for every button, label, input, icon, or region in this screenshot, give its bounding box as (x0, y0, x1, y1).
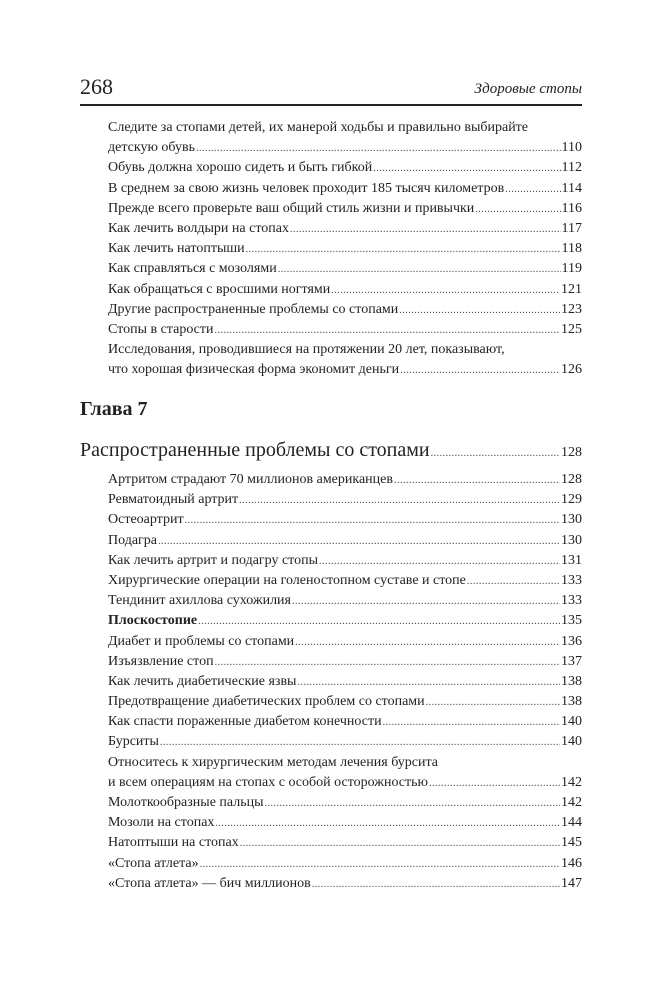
dot-leader (295, 633, 560, 653)
toc-entry[interactable] (108, 199, 582, 219)
toc-entry[interactable] (108, 773, 582, 793)
dot-leader (475, 200, 560, 220)
dot-leader (278, 260, 561, 280)
toc-entry[interactable] (108, 833, 582, 853)
dot-leader (467, 572, 560, 592)
toc-entry[interactable] (108, 632, 582, 652)
dot-leader (215, 814, 560, 834)
toc-entry-text: Бурситы (108, 734, 159, 750)
toc-entry-page: 142 (561, 774, 582, 790)
toc-entry-page: 116 (561, 200, 582, 216)
toc-entry-text: Обувь должна хорошо сидеть и быть гибкой (108, 160, 373, 176)
toc-entry[interactable] (108, 732, 582, 752)
toc-entry-page: 138 (561, 673, 582, 689)
toc-entry-text: Исследования, проводившиеся на протяжении 20 лет, показывают, (108, 342, 505, 358)
toc-entry-page: 130 (561, 532, 582, 548)
dot-leader (429, 774, 560, 794)
toc-entry-page: 110 (561, 140, 582, 156)
toc-entry-page: 145 (561, 835, 582, 851)
toc-entry[interactable] (108, 360, 582, 380)
running-title: Здоровые стопы (474, 81, 582, 97)
toc-entry-text: Натоптыши на стопах (108, 835, 239, 851)
toc-entry-text: «Стопа атлета» — бич миллионов (108, 875, 311, 891)
dot-leader (239, 491, 560, 511)
toc-entry-text: Остеоартрит (108, 512, 184, 528)
toc-entry-text: «Стопа атлета» (108, 855, 199, 871)
dot-leader (200, 855, 560, 875)
toc-entry-page: 117 (561, 220, 582, 236)
toc-entry-page: 119 (561, 261, 582, 277)
toc-entry-text: Молоткообразные пальцы (108, 795, 264, 810)
chapter-title-entry[interactable] (80, 436, 582, 464)
dot-leader (196, 139, 561, 159)
toc-entry-page: 121 (561, 281, 582, 297)
dot-leader (246, 240, 561, 260)
toc-entry-text: что хорошая физическая форма экономит деньги (108, 362, 400, 378)
dot-leader (160, 733, 560, 753)
toc-entry-text: Артритом страдают 70 миллионов американцев (108, 472, 393, 487)
toc-entry-text: Подагра (108, 532, 157, 548)
toc-list-chapter (108, 470, 582, 894)
dot-leader (394, 471, 560, 491)
toc-entry-text: Как лечить натоптыши (108, 241, 245, 257)
toc-entry[interactable] (108, 611, 582, 631)
dot-leader (215, 321, 561, 341)
toc-entry[interactable] (108, 854, 582, 874)
dot-leader (297, 673, 560, 693)
toc-entry-page: 147 (561, 875, 582, 891)
dot-leader (198, 612, 560, 632)
dot-leader (240, 834, 560, 854)
toc-list-top (108, 118, 582, 380)
toc-entry-page: 130 (561, 512, 582, 528)
toc-entry-page: 128 (561, 472, 582, 487)
toc-entry-page: 135 (561, 613, 582, 629)
toc-entry[interactable] (108, 510, 582, 530)
dot-leader (331, 281, 560, 301)
dot-leader (383, 713, 560, 733)
running-header (80, 72, 582, 106)
toc-entry-text: Относитесь к хирургическим методам лечения бурсита (108, 754, 438, 770)
toc-entry-text: Как обращаться с вросшими ногтями (108, 281, 331, 297)
toc-entry-page: 140 (561, 714, 582, 730)
dot-leader (185, 511, 560, 531)
toc-entry-text: Изъязвление стоп (108, 653, 214, 669)
toc-entry[interactable] (108, 793, 582, 813)
chapter-title: Распространенные проблемы со стопами (80, 439, 430, 461)
toc-entry-text: Мозоли на стопах (108, 815, 215, 831)
toc-entry[interactable] (108, 591, 582, 611)
toc-entry[interactable] (108, 531, 582, 551)
chapter-label: Глава 7 (80, 398, 148, 420)
dot-leader (292, 592, 560, 612)
toc-entry[interactable] (108, 571, 582, 591)
toc-entry-text: Плоскостопие (108, 613, 198, 629)
toc-entry[interactable] (108, 874, 582, 894)
dot-leader (431, 440, 560, 468)
toc-entry-page: 144 (561, 815, 582, 831)
toc-entry-text: Стопы в старости (108, 321, 214, 337)
dot-leader (290, 220, 561, 240)
toc-entry-page: 126 (561, 362, 582, 378)
dot-leader (399, 301, 560, 321)
toc-entry-page: 137 (561, 653, 582, 669)
toc-entry-page: 118 (561, 241, 582, 257)
dot-leader (426, 693, 560, 713)
toc-entry-text: В среднем за свою жизнь человек проходит 185 тысяч километров (108, 180, 505, 196)
toc-entry-page: 146 (561, 855, 582, 871)
toc-entry[interactable] (108, 712, 582, 732)
toc-entry[interactable] (108, 138, 582, 158)
toc-entry-page: 140 (561, 734, 582, 750)
toc-entry-text: Хирургические операции на голеностопном суставе и стопе (108, 572, 466, 588)
toc-entry[interactable] (108, 672, 582, 692)
toc-entry[interactable] (108, 300, 582, 320)
toc-entry[interactable] (108, 320, 582, 340)
toc-entry-page: 129 (561, 492, 582, 508)
dot-leader (319, 552, 560, 572)
dot-leader (158, 532, 560, 552)
toc-entry[interactable] (108, 470, 582, 490)
toc-entry[interactable] (108, 239, 582, 259)
dot-leader (373, 159, 560, 179)
toc-entry-page: 142 (561, 795, 582, 810)
dot-leader (265, 794, 560, 814)
toc-entry-text: Предотвращение диабетических проблем со стопами (108, 694, 425, 710)
dot-leader (400, 361, 560, 381)
toc-entry[interactable] (108, 652, 582, 672)
toc-entry-line (108, 340, 582, 360)
chapter-page: 128 (561, 445, 582, 460)
toc-entry-text: Как лечить волдыри на стопах (108, 220, 289, 236)
toc-entry-page: 112 (561, 160, 582, 176)
toc-entry[interactable] (108, 692, 582, 712)
toc-entry[interactable] (108, 490, 582, 510)
toc-entry-text: Тендинит ахиллова сухожилия (108, 593, 291, 609)
toc-entry[interactable] (108, 259, 582, 279)
page-number: 268 (80, 74, 113, 99)
toc-entry-text: Как спасти пораженные диабетом конечности (108, 714, 382, 730)
toc-entry-page: 131 (561, 552, 582, 568)
toc-entry[interactable] (108, 219, 582, 239)
toc-entry-text: Как лечить артрит и подагру стопы (108, 552, 319, 568)
toc-entry[interactable] (108, 280, 582, 300)
toc-entry-text: детскую обувь (108, 140, 195, 156)
toc-entry-text: и всем операциям на стопах с особой осторожностью (108, 774, 428, 790)
toc-entry-page: 133 (561, 593, 582, 609)
toc-entry[interactable] (108, 158, 582, 178)
toc-entry[interactable] (108, 179, 582, 199)
toc-entry-page: 138 (561, 694, 582, 710)
toc-entry-text: Прежде всего проверьте ваш общий стиль жизни и привычки (108, 200, 475, 216)
toc-entry-text: Диабет и проблемы со стопами (108, 633, 295, 649)
dot-leader (215, 653, 560, 673)
toc-entry[interactable] (108, 551, 582, 571)
toc-entry-page: 136 (561, 633, 582, 649)
toc-entry-text: Следите за стопами детей, их манерой ходьбы и правильно выбирайте (108, 120, 529, 135)
dot-leader (505, 180, 560, 200)
toc-entry-line (108, 753, 582, 773)
toc-entry-text: Ревматоидный артрит (108, 492, 239, 508)
dot-leader (312, 875, 560, 895)
toc-entry-text: Другие распространенные проблемы со стопами (108, 301, 399, 317)
toc-entry-page: 125 (561, 321, 582, 337)
toc-entry-text: Как справляться с мозолями (108, 261, 277, 277)
toc-entry-page: 114 (561, 180, 582, 196)
toc-entry-page: 133 (561, 572, 582, 588)
toc-entry[interactable] (108, 813, 582, 833)
toc-entry-text: Как лечить диабетические язвы (108, 673, 297, 689)
toc-entry-line (108, 118, 582, 138)
toc-entry-page: 123 (561, 301, 582, 317)
